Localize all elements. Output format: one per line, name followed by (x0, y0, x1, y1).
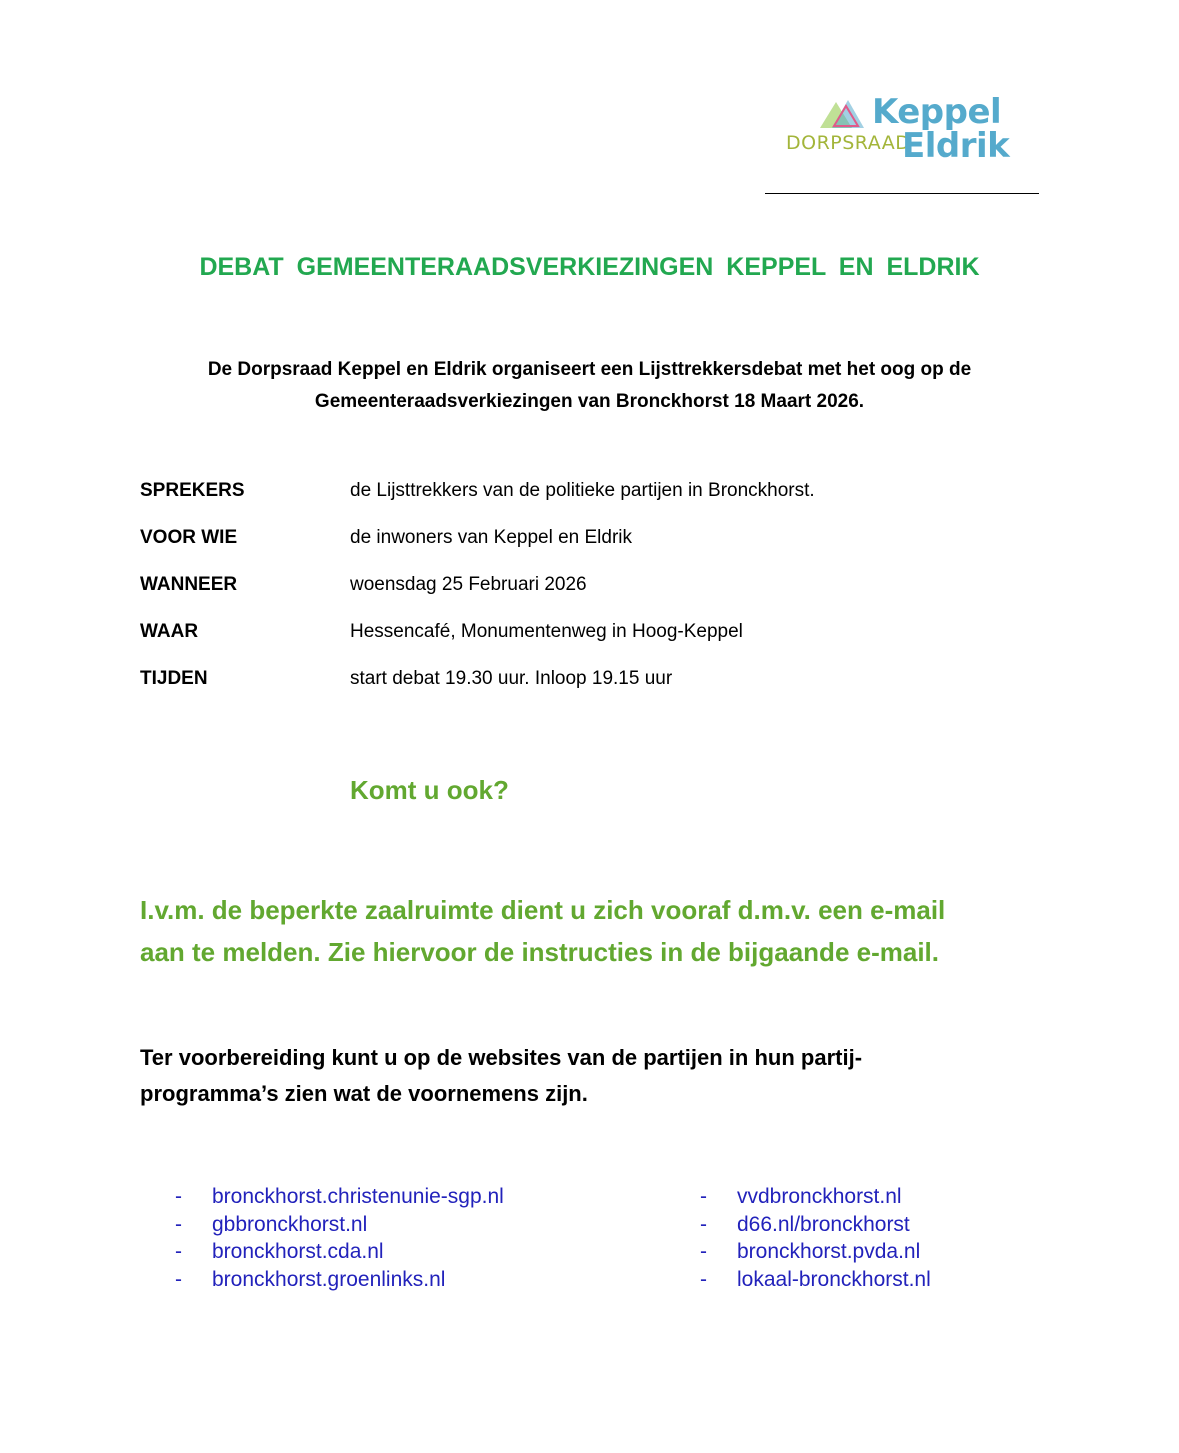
detail-row-waar (140, 621, 1040, 668)
event-details (140, 480, 1040, 715)
detail-row-tijden (140, 668, 1040, 715)
detail-row-voor-wie (140, 527, 1040, 574)
detail-value: start debat 19.30 uur. Inloop 19.15 uur (350, 668, 673, 689)
notice-line-2: aan te melden. Zie hiervoor de instructies in de bijgaande e-mail. (140, 937, 939, 967)
detail-value: woensdag 25 Februari 2026 (350, 574, 587, 595)
registration-notice (140, 889, 1040, 973)
list-dash: - (175, 1212, 182, 1236)
detail-row-wanneer (140, 574, 1040, 621)
party-link[interactable]: lokaal-bronckhorst.nl (737, 1267, 931, 1291)
party-link[interactable]: bronckhorst.christenunie-sgp.nl (212, 1185, 504, 1208)
party-link[interactable]: bronckhorst.cda.nl (212, 1240, 384, 1263)
detail-value: de Lijsttrekkers van de politieke partijen in Bronckhorst. (350, 480, 815, 501)
intro-line-2: Gemeenteraadsverkiezingen van Bronckhorst 18 Maart 2026. (314, 391, 865, 412)
preparation-text (140, 1040, 1040, 1112)
party-link[interactable]: d66.nl/bronckhorst (737, 1212, 910, 1236)
detail-value: de inwoners van Keppel en Eldrik (350, 527, 633, 548)
detail-label: TIJDEN (140, 668, 208, 689)
logo-line-1: Keppel (872, 92, 1002, 132)
header-divider (765, 193, 1039, 194)
party-link[interactable]: bronckhorst.pvda.nl (737, 1240, 921, 1263)
list-dash: - (700, 1240, 707, 1263)
notice-line-1: I.v.m. de beperkte zaalruimte dient u zich vooraf d.m.v. een e-mail (140, 895, 946, 925)
list-dash: - (175, 1267, 182, 1291)
detail-label: WAAR (140, 621, 199, 642)
detail-label: SPREKERS (140, 480, 245, 501)
intro-paragraph (100, 354, 1079, 418)
document-title: DEBAT GEMEENTERAADSVERKIEZINGEN KEPPEL EN ELDRIK (199, 253, 980, 281)
dorpsraad-logo (784, 92, 1024, 168)
party-link[interactable]: vvdbronckhorst.nl (737, 1185, 902, 1208)
list-dash: - (175, 1240, 182, 1263)
intro-line-1: De Dorpsraad Keppel en Eldrik organiseert een Lijsttrekkersdebat met het oog op de (207, 359, 972, 380)
party-link[interactable]: bronckhorst.groenlinks.nl (212, 1267, 446, 1291)
list-dash: - (700, 1267, 707, 1291)
prep-line-2: programma’s zien wat de voornemens zijn. (140, 1081, 588, 1106)
mountain-triangle-icon (818, 98, 866, 130)
detail-row-sprekers (140, 480, 1040, 527)
detail-value: Hessencafé, Monumentenweg in Hoog-Keppel (350, 621, 743, 642)
party-link[interactable]: gbbronckhorst.nl (212, 1212, 368, 1236)
detail-label: VOOR WIE (140, 527, 238, 548)
logo-prefix: DORPSRAAD (786, 132, 911, 154)
prep-line-1: Ter voorbereiding kunt u op de websites van de partijen in hun partij- (140, 1045, 863, 1070)
list-dash: - (175, 1185, 182, 1208)
list-dash: - (700, 1185, 707, 1208)
call-to-action: Komt u ook? (350, 775, 509, 805)
list-dash: - (700, 1212, 707, 1236)
detail-label: WANNEER (140, 574, 238, 595)
logo-line-2: Eldrik (902, 126, 1010, 166)
